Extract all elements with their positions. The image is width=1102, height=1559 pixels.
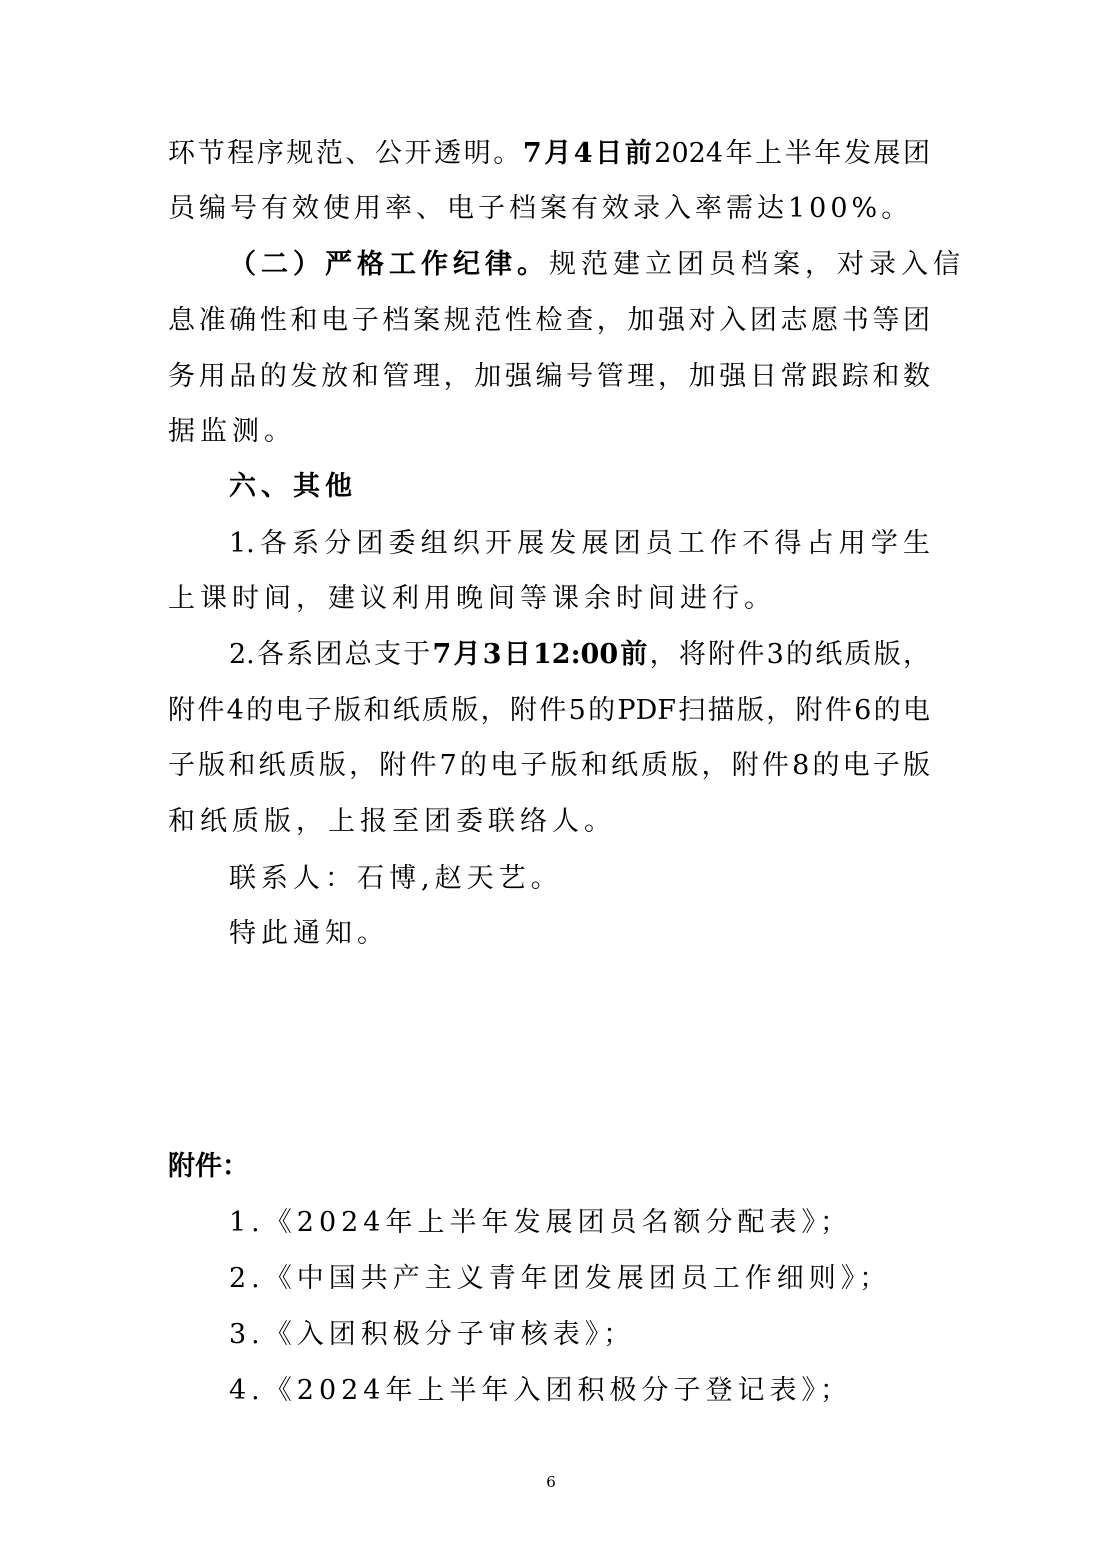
- text-segment: ，将附件3的纸质版，: [649, 639, 930, 670]
- paragraph-line: [229, 248, 965, 282]
- bold-deadline: 7月4日前: [522, 138, 655, 169]
- paragraph-line: 和纸质版，上报至团委联络人。: [168, 806, 616, 837]
- paragraph-line: 务用品的发放和管理，加强编号管理，加强日常跟踪和数: [168, 361, 930, 392]
- paragraph-line: 据监测。: [168, 416, 296, 447]
- paragraph-line: 1.各系分团委组织开展发展团员工作不得占用学生: [229, 528, 930, 559]
- text-segment: 规范建立团员档案，对录入信: [549, 249, 965, 280]
- closing-line: 特此通知。: [229, 918, 389, 949]
- attachment-item: 4.《2024年上半年入团积极分子登记表》；: [229, 1375, 852, 1406]
- attachment-item: 2.《中国共产主义青年团发展团员工作细则》；: [229, 1263, 892, 1294]
- section-heading: 六、其他: [229, 471, 357, 502]
- paragraph-line: 子版和纸质版，附件7的电子版和纸质版，附件8的电子版: [168, 750, 930, 781]
- paragraph-line: [229, 638, 930, 672]
- text-segment: 环节程序规范、公开透明。: [168, 138, 523, 169]
- paragraph-line: 上课时间，建议利用晚间等课余时间进行。: [168, 583, 776, 614]
- attachment-item: 3.《入团积极分子审核表》；: [229, 1319, 636, 1350]
- text-segment: 2024年上半年发展团: [654, 138, 931, 169]
- contact-line: 联系人：石博,赵天艺。: [229, 863, 563, 894]
- text-segment: 2.各系团总支于: [229, 639, 433, 670]
- paragraph-line: 员编号有效使用率、电子档案有效录入率需达100%。: [168, 193, 913, 224]
- subsection-heading: （二）严格工作纪律。: [229, 249, 549, 280]
- paragraph-line: 附件4的电子版和纸质版，附件5的PDF扫描版，附件6的电: [168, 695, 930, 726]
- paragraph-line: 息准确性和电子档案规范性检查，加强对入团志愿书等团: [168, 305, 930, 336]
- page-number: 6: [546, 1473, 556, 1491]
- attachments-label: 附件：: [168, 1151, 249, 1182]
- paragraph-line: [168, 137, 930, 171]
- attachment-item: 1.《2024年上半年发展团员名额分配表》；: [229, 1207, 852, 1238]
- bold-deadline: 7月3日12:00前: [432, 639, 650, 670]
